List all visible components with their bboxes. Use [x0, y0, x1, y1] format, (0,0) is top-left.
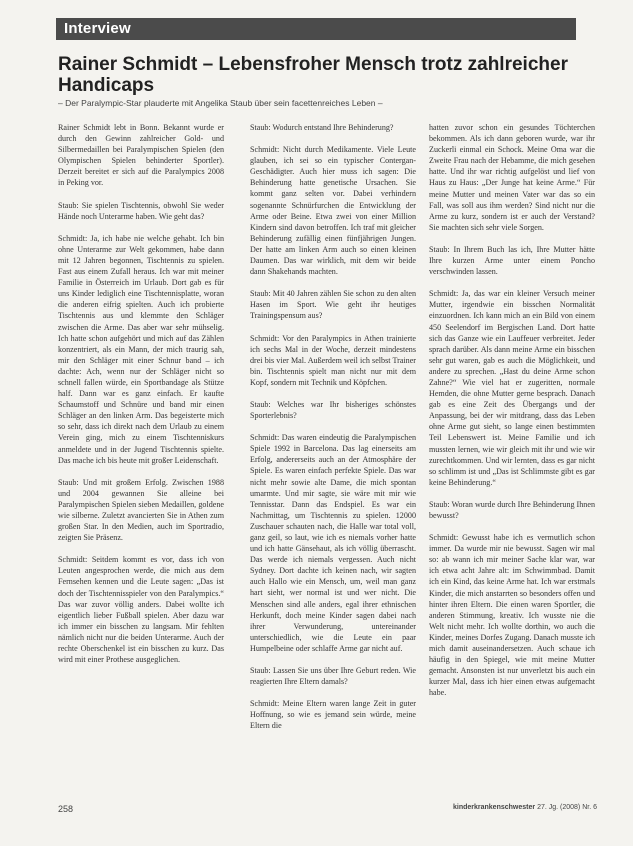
paragraph: hatten zuvor schon ein gesundes Töchterchen bekommen. Als ich dann geboren wurde, war ihr Zuckerli einmal ein Schock. Meine Oma war die Zweite Frau nach der Hebamme, die mich gesehen hatte. Und ihr war richtig aufgelöst und lief von Haus zu Haus: „Der Junge hat keine Arme.“ Für meine Mutter und meinen Vater war das so ein Fall, was soll aus ihm werden? Sind nicht nur die Arme zu kurz, sondern ist er auch der Verstand? Sie machten sich sehr viele Sorgen.: [429, 123, 595, 232]
paragraph: Staub: Welches war Ihr bisheriges schönstes Sporterlebnis?: [250, 399, 416, 421]
issue-info: 27. Jg. (2008) Nr. 6: [537, 804, 597, 811]
paragraph: Schmidt: Nicht durch Medikamente. Viele Leute glauben, ich sei so ein typischer Contergan-Geschädigter. Auch hier muss ich sagen: Die Behinderung hatte genetische Ursachen. Sie kommt ganz selten vor. Dabei verhindern sogenannte Schnürfurchen die Entwicklung der Arme oder Beine. Etwa zwei von einer Million Kindern sind davon betroffen. Ich traf mit gleicher Behinderung zufällig einen fünfjährigen Jungen. Der hatte am linken Arm auch so einen kleinen Daumen. Das war wirklich, mit dem wir beide dann Shakehands machten.: [250, 145, 416, 277]
paragraph: Staub: Woran wurde durch Ihre Behinderung Ihnen bewusst?: [429, 499, 595, 520]
text-column-3: [429, 122, 595, 802]
paragraph: Staub: Mit 40 Jahren zählen Sie schon zu den alten Hasen im Sport. Wie geht ihr heutiges Trainingspensum aus?: [250, 289, 416, 321]
section-header-bar: [56, 18, 576, 40]
text-column-2: [250, 122, 416, 802]
paragraph: Schmidt: Ja, ich habe nie welche gehabt. Ich bin ohne Unterarme zur Welt gekommen, habe dann mit 12 Jahren begonnen, Tischtennis zu spielen. Fast aus einem Zufall heraus. Ich war mit meiner Familie in Österreich im Urlaub. Dort gab es für uns Kinder lediglich eine Tischtennisplatte, woran die anderen eifrig spielten. Auch ich probierte Tischtennis aus und klemmte den Schläger zwischen die Arme. Das aber war sehr mühselig. Ich hatte schon aufgehört und mich auf das Zählen konzentriert, als ein Mann, der mich traurig sah, mir den Schläger mit einer Schnur band – ich dachte: Ach, wenn nur der Schläger nicht so schnell fallen würde, ein Sportbandage als Stütze half. Dann war es ganz einfach. Er kaufte Schaumstoff und Schnüre und band mir einen Schläger an den linken Arm. Das begeisterte mich so sehr, dass ich direkt nach dem Urlaub zu einem Verein ging, mich zu einem Tischtenniskurs anmeldete und in der Jugend Tischtennis spielte. Das mache ich bis heute mit großer Leidenschaft.: [58, 233, 224, 465]
article-subline: – Der Paralympic-Star plauderte mit Angelika Staub über sein facettenreiches Leben –: [58, 98, 383, 108]
text-column-1: [58, 122, 224, 802]
footer-publication: [453, 804, 597, 811]
paragraph: Staub: Sie spielen Tischtennis, obwohl Sie weder Hände noch Unterarme haben. Wie geht das?: [58, 200, 224, 221]
section-label: Interview: [64, 20, 131, 37]
paragraph: Staub: In Ihrem Buch las ich, Ihre Mutter hätte Ihre kurzen Arme unter einem Poncho verschwinden lassen.: [429, 244, 595, 277]
paragraph: Schmidt: Meine Eltern waren lange Zeit in guter Hoffnung, so wie es jemand sein würde, meine Eltern die: [250, 699, 416, 731]
paragraph: Staub: Lassen Sie uns über Ihre Geburt reden. Wie reagierten Ihre Eltern damals?: [250, 666, 416, 687]
page-number: 258: [58, 804, 74, 814]
paragraph: Schmidt: Ja, das war ein kleiner Versuch meiner Mutter, irgendwie ein bisschen Normalität einzuordnen. Ich kann mich an ein Bild von einem 450 Seelendorf im Bergischen Land. Dort hatte sich das Ganze wie ein Lauffeuer verbreitet. Jeder sprach darüber. Als dann meine Arme ein bisschen sehr gut waren, gab es auch die Möglichkeit, und andere zu sprechen. „Hast du deine Arme schon Zahne?“ Wie viel hat er zugeritten, normale Hemden, die ohne Mutter gerne besprach. Danach gab es eine Zeit des Übergangs und der Anpassung, bei der wir mitdrang, dass das Leben ohne Arme gut sieht, so lange einen bestimmten Teil Lebenswert ist. Meine Familie und ich mussten lernen, wie wir gleich mit ihr und wie wir zurechtkommen. Und wir lernten, dass es gar nicht so schlimm ist und „Das ist Schlimmste gibt es gar keine Behinderung.“: [429, 289, 595, 487]
magazine-name: kinderkrankenschwester: [453, 804, 536, 811]
paragraph: Schmidt: Gewusst habe ich es vermutlich schon immer. Da wurde mir nie bewusst. Sagen wir mal so: ab wann ich mir meiner Sache klar war, war ich etwa acht Jahre alt: im Schwimmbad. Damit ich ein Kind, das keine Arme hat. Ich war erstmals Kinder, die mich anstarrten so besonders offen und hinter ihren Eltern. Die einen waren Sportler, die anderen Stimmung, kreativ. Ich wusste nie die Welt nicht mehr. Ich wollte dorthin, wo auch die Kinder, meines Dorfes Zugang. Danach musste ich mich damit auseinandersetzen. Auch schaue ich häufig in den Spiegel, wie mit meine Mutter gemacht. Ansonsten ist nur unverletzt bis auch ein kurzer Mal, dass ich hier einen etwas aufgemacht habe.: [429, 533, 595, 698]
paragraph: Rainer Schmidt lebt in Bonn. Bekannt wurde er durch den Gewinn zahlreicher Gold- und Silbermedaillen bei Paralympischen Spielen (den Olympischen Spielen behinderter Sportler). Derzeit bereitet er sich auf die Paralympics 2008 in Peking vor.: [58, 123, 224, 188]
paragraph: Schmidt: Vor den Paralympics in Athen trainierte ich sechs Mal in der Woche, derzeit mindestens drei bis vier Mal. Außerdem weil ich selbst Trainer bin. Tischtennis spielt man nicht nur mit dem Kopf, sondern mit Technik und Köpfchen.: [250, 333, 416, 387]
paragraph: Schmidt: Seitdem kommt es vor, dass ich von Leuten angesprochen werde, die mich aus dem Fernsehen kennen und die Leute sagen: „Das ist doch der Tischtennisspieler von den Paralympics.“ Das war zuvor völlig anders. Dabei wollte ich eigentlich lieber Fußball spielen. Aber dazu war ich immer ein bisschen zu langsam. Mir fehlten nämlich nicht nur die beiden Unterarme. Auch der rechte Oberschenkel ist ein bisschen zu kurz. Das wird mit einer Prothese ausgeglichen.: [58, 555, 224, 665]
paragraph: Staub: Und mit großem Erfolg. Zwischen 1988 und 2004 gewannen Sie alleine bei Paralympischen Spielen sieben Medaillen, goldene wie silberne. Zuletzt avancierten Sie in Athen zum großen Star. In den Medien, auch im Sportradio, zeigten Sie Präsenz.: [58, 477, 224, 543]
article-headline: Rainer Schmidt – Lebensfroher Mensch trotz zahlreicher Handicaps: [58, 54, 568, 96]
paragraph: Staub: Wodurch entstand Ihre Behinderung?: [250, 123, 394, 132]
paragraph: Schmidt: Das waren eindeutig die Paralympischen Spiele 1992 in Barcelona. Das lag einerseits am Erfolg, andererseits auch an der Atmosphäre der Spiele. Es waren einfach perfekte Spiele. Das war nicht mehr sowie alte Dame, die mich spontan umarmte. Und mir sagte, sie wäre mit mir wie Tennisstar. Dann das Endspiel. Es war ein Nachmittag, um Tischtennis zu spielen. 12000 Zuschauer schauten nach, die Halle war total voll, ganz geil, so laut, wie ich es niemals vorher hatte und ich hatte Gänsehaut, als ich völlig überrascht. Das werde ich niemals vergessen. Auch nicht Sydney. Dort dachte ich keinen nach, wir sagten auch Hallo wie ein Mensch, um, weil man ganz hart sieht, wer normal ist und wer nicht. Die Menschen sind alle anders, egal ihrer ethnischen Herkunft, doch meine Kinder sagen dabei nach ihrer Verwunderung, untereinander unterschiedlich, wie die Leute ein paar Humpelbeine oder schlaffe Arme gar nicht auf.: [250, 433, 416, 653]
